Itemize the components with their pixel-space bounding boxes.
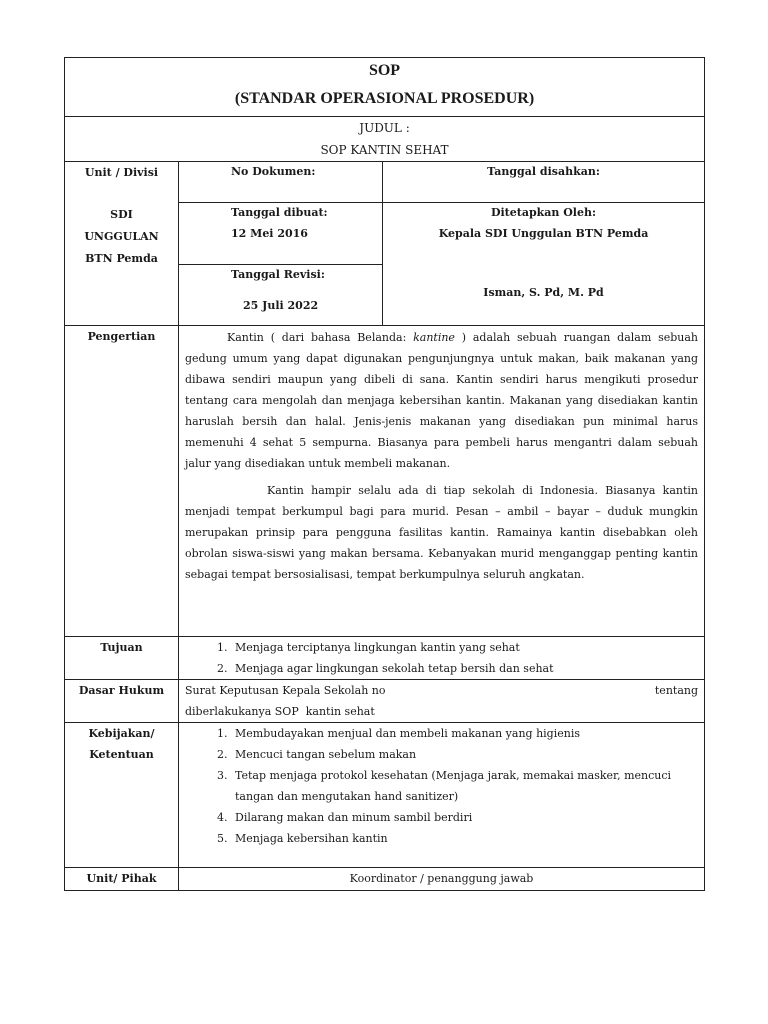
tanggal-revisi-value: 25 Juli 2022 (243, 299, 319, 312)
tujuan-list (179, 637, 704, 679)
kebijakan-row (65, 723, 705, 868)
tujuan-label: Tujuan (100, 641, 143, 654)
pengertian-label: Pengertian (87, 330, 156, 343)
sop-table (64, 57, 705, 891)
tanggal-dibuat-label: Tanggal dibuat: (231, 206, 328, 219)
kebijakan-label-1: Kebijakan/ (88, 727, 155, 740)
list-item: 4. Dilarang makan dan minum sambil berdiri (231, 807, 704, 828)
kebijakan-label-2: Ketentuan (89, 748, 154, 761)
pengertian-paragraph-2: Kantin hampir selalu ada di tiap sekolah di Indonesia. Biasanya kantin menjadi tempat berkumpul bagi para murid. Pesan – ambil – bayar – duduk mungkin merupakan prinsip para pengguna fasilitas kantin. Ramainya kantin disebabkan oleh obrolan siswa-siswi yang makan bersama. Kebanyakan murid menganggap penting kantin sebagai tempat bersosialisasi, tempat berkumpulnya seluruh angkatan. (185, 484, 699, 581)
list-item: 1. Menjaga terciptanya lingkungan kantin yang sehat (231, 637, 704, 658)
unit-divisi-label: Unit / Divisi (84, 166, 159, 179)
pengertian-row (65, 326, 705, 637)
list-item: 3. Tetap menjaga protokol kesehatan (Menjaga jarak, memakai masker, mencuci tangan dan mengutakan hand sanitizer) (231, 765, 704, 807)
unit-value-1: SDI (110, 208, 133, 221)
judul-value: SOP KANTIN SEHAT (320, 143, 449, 157)
title-sop: SOP (368, 62, 401, 79)
judul-label: JUDUL : (359, 121, 410, 135)
tujuan-row (65, 637, 705, 680)
ditetapkan-label: Ditetapkan Oleh: (490, 206, 597, 219)
tanggal-revisi-label: Tanggal Revisi: (231, 268, 325, 281)
list-item: 2. Mencuci tangan sebelum makan (231, 744, 704, 765)
title-full: (STANDAR OPERASIONAL PROSEDUR) (234, 90, 535, 107)
title-row (65, 58, 705, 117)
kebijakan-list (179, 723, 704, 849)
tanggal-disahkan-label: Tanggal disahkan: (487, 165, 600, 178)
dasar-hukum-line1: Surat Keputusan Kepala Sekolah no (185, 684, 386, 697)
sop-document (64, 57, 704, 891)
dasar-hukum-line2: diberlakukanya SOP kantin sehat (185, 705, 375, 718)
list-item: 2. Menjaga agar lingkungan sekolah tetap bersih dan sehat (231, 658, 704, 679)
judul-row (65, 117, 705, 162)
tanggal-dibuat-value: 12 Mei 2016 (231, 227, 308, 240)
unit-pihak-value: Koordinator / penanggung jawab (349, 872, 534, 885)
list-item: 5. Menjaga kebersihan kantin (231, 828, 704, 849)
dasar-hukum-tentang: tentang (654, 684, 699, 697)
unit-value-2: UNGGULAN (84, 230, 159, 243)
pengertian-paragraph-1: Kantin ( dari bahasa Belanda: kantine ) adalah sebuah ruangan dalam sebuah gedung umum yang dapat digunakan pengunjungnya untuk makan, baik makanan yang dibawa sendiri maupun yang dibeli di sana. Kantin sendiri harus mengikuti prosedur tentang cara mengolah dan menjaga kebersihan kantin. Makanan yang disediakan kantin haruslah bersih dan halal. Jenis-jenis makanan yang disediakan pun minimal harus memenuhi 4 sehat 5 sempurna. Biasanya para pembeli harus mengantri dalam sebuah jalur yang disediakan untuk membeli makanan. (185, 331, 699, 470)
no-dokumen-label: No Dokumen: (231, 165, 316, 178)
ditetapkan-value: Kepala SDI Unggulan BTN Pemda (438, 227, 649, 240)
info-row (65, 162, 705, 326)
unit-value-3: BTN Pemda (85, 252, 158, 265)
penandatangan-name: Isman, S. Pd, M. Pd (483, 286, 604, 299)
dasar-hukum-row (65, 680, 705, 723)
unit-pihak-label: Unit/ Pihak (86, 872, 157, 885)
dasar-hukum-label: Dasar Hukum (78, 684, 165, 697)
unit-pihak-row (65, 868, 705, 891)
list-item: 1. Membudayakan menjual dan membeli makanan yang higienis (231, 723, 704, 744)
